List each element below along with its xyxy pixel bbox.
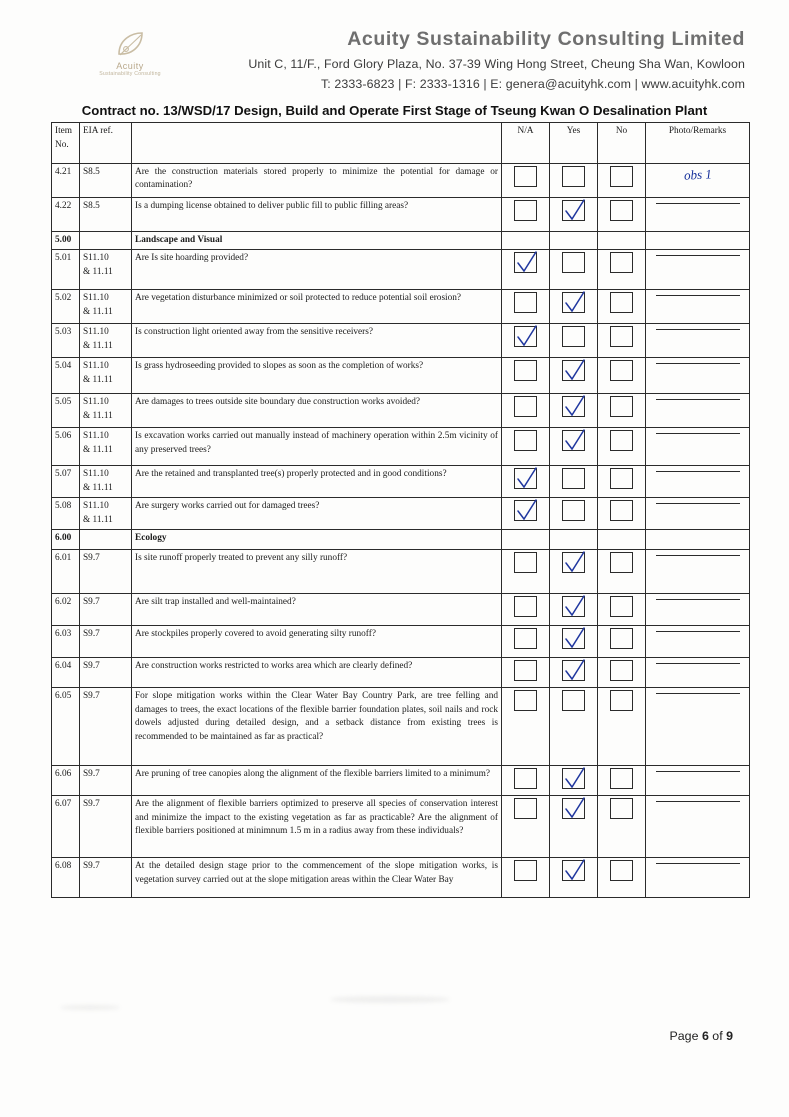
row-description: Are silt trap installed and well-maintained? [132, 594, 502, 626]
checkbox[interactable] [610, 430, 633, 451]
row-no-cell [598, 530, 646, 550]
table-row [52, 324, 750, 358]
row-yes-cell[interactable] [550, 626, 598, 658]
row-remark-cell[interactable] [646, 688, 750, 766]
row-remark-cell[interactable] [646, 358, 750, 394]
header-na: N/A [502, 123, 550, 164]
row-remark-cell[interactable] [646, 250, 750, 290]
row-na-cell[interactable] [502, 250, 550, 290]
footer-page-number: 6 [701, 1029, 709, 1043]
row-na-cell[interactable] [502, 466, 550, 498]
remark-line [656, 328, 740, 330]
checkbox[interactable] [562, 166, 585, 187]
row-no-cell[interactable] [598, 796, 646, 858]
checkbox[interactable] [514, 396, 537, 417]
header-remarks: Photo/Remarks [646, 123, 750, 164]
row-eia-ref: S8.5 [80, 164, 132, 198]
table-row [52, 198, 750, 232]
row-yes-cell[interactable] [550, 766, 598, 796]
row-na-cell[interactable] [502, 688, 550, 766]
row-na-cell[interactable] [502, 428, 550, 466]
remark-line [656, 254, 740, 256]
row-yes-cell[interactable] [550, 198, 598, 232]
row-yes-cell[interactable] [550, 550, 598, 594]
row-na-cell[interactable] [502, 766, 550, 796]
row-na-cell[interactable] [502, 626, 550, 658]
row-description: Is grass hydroseeding provided to slopes as soon as the completion of works? [132, 358, 502, 394]
page-footer [0, 1029, 789, 1043]
leaf-icon [113, 30, 147, 60]
check-mark-icon [565, 860, 585, 882]
row-no-cell[interactable] [598, 688, 646, 766]
checkbox[interactable] [514, 360, 537, 381]
check-mark-icon [565, 798, 585, 820]
checkbox[interactable] [610, 860, 633, 881]
row-eia-ref: S11.10 & 11.11 [80, 498, 132, 530]
row-eia-ref: S9.7 [80, 688, 132, 766]
checkbox[interactable] [610, 798, 633, 819]
row-item-number: 6.06 [52, 766, 80, 796]
row-no-cell[interactable] [598, 394, 646, 428]
checkbox[interactable] [562, 252, 585, 273]
checkbox[interactable] [610, 326, 633, 347]
row-item-number: 5.05 [52, 394, 80, 428]
table-header-row [52, 123, 750, 164]
row-yes-cell[interactable] [550, 290, 598, 324]
row-no-cell[interactable] [598, 164, 646, 198]
check-mark-icon [565, 396, 585, 418]
checkbox[interactable] [514, 166, 537, 187]
check-mark-icon [565, 768, 585, 790]
row-yes-cell[interactable] [550, 688, 598, 766]
checkbox[interactable] [514, 430, 537, 451]
row-no-cell[interactable] [598, 658, 646, 688]
table-row [52, 688, 750, 766]
row-no-cell[interactable] [598, 324, 646, 358]
checkbox[interactable] [562, 360, 585, 381]
row-na-cell[interactable] [502, 358, 550, 394]
checkbox[interactable] [610, 552, 633, 573]
row-no-cell[interactable] [598, 550, 646, 594]
row-no-cell [598, 232, 646, 250]
checkbox[interactable] [514, 292, 537, 313]
scan-artifact [60, 1005, 120, 1010]
remark-line [656, 692, 740, 694]
row-description: At the detailed design stage prior to the commencement of the slope mitigation works, is vegetation survey carried out at the slope mitigation areas within the Clear Water Bay [132, 858, 502, 898]
row-remark-cell[interactable] [646, 626, 750, 658]
company-address: Unit C, 11/F., Ford Glory Plaza, No. 37-39 Wing Hong Street, Cheung Sha Wan, Kowloon [248, 57, 745, 71]
checkbox[interactable] [610, 360, 633, 381]
row-description: Are the retained and transplanted tree(s) properly protected and in good conditions? [132, 466, 502, 498]
footer-of-label: of [712, 1029, 723, 1043]
remark-line [656, 630, 740, 632]
check-mark-icon [517, 468, 537, 490]
row-description: Are pruning of tree canopies along the alignment of the flexible barriers limited to a minimum? [132, 766, 502, 796]
checkbox[interactable] [514, 798, 537, 819]
table-row [52, 466, 750, 498]
row-item-number: 4.22 [52, 198, 80, 232]
row-eia-ref: S8.5 [80, 198, 132, 232]
checkbox[interactable] [514, 552, 537, 573]
check-mark-icon [517, 326, 537, 348]
row-description: Is construction light oriented away from the sensitive receivers? [132, 324, 502, 358]
header-eia: EIA ref. [80, 123, 132, 164]
row-na-cell[interactable] [502, 796, 550, 858]
row-na-cell[interactable] [502, 290, 550, 324]
checkbox[interactable] [610, 628, 633, 649]
row-yes-cell[interactable] [550, 164, 598, 198]
row-na-cell[interactable] [502, 394, 550, 428]
row-eia-ref: S9.7 [80, 858, 132, 898]
row-eia-ref: S11.10 & 11.11 [80, 358, 132, 394]
row-description: Landscape and Visual [132, 232, 502, 250]
row-eia-ref: S9.7 [80, 766, 132, 796]
row-description: Are stockpiles properly covered to avoid generating silty runoff? [132, 626, 502, 658]
row-eia-ref [80, 232, 132, 250]
checkbox[interactable] [610, 252, 633, 273]
header-description [132, 123, 502, 164]
checkbox[interactable] [562, 660, 585, 681]
row-yes-cell[interactable] [550, 498, 598, 530]
row-na-cell[interactable] [502, 550, 550, 594]
row-description: Are the alignment of flexible barriers optimized to preserve all species of conservation interest and minimize the impact to the existing vegetation as far as practicable? Are the alignment of flexible barriers positioned at minimnum 1.5 m in a radius away from these individuals? [132, 796, 502, 858]
checkbox[interactable] [562, 798, 585, 819]
checkbox[interactable] [562, 596, 585, 617]
row-remark-cell[interactable] [646, 766, 750, 796]
row-remark-cell[interactable] [646, 428, 750, 466]
row-item-number: 6.07 [52, 796, 80, 858]
checkbox[interactable] [562, 500, 585, 521]
row-yes-cell[interactable] [550, 658, 598, 688]
checkbox[interactable] [610, 660, 633, 681]
check-mark-icon [565, 200, 585, 222]
row-remark-cell[interactable] [646, 164, 750, 198]
row-yes-cell[interactable] [550, 796, 598, 858]
row-description: Is excavation works carried out manually instead of machinery operation within 2.5m vicinity of any preserved trees? [132, 428, 502, 466]
row-remark-cell[interactable] [646, 466, 750, 498]
remark-line [656, 432, 740, 434]
row-eia-ref: S11.10 & 11.11 [80, 324, 132, 358]
header-no: No [598, 123, 646, 164]
row-no-cell[interactable] [598, 250, 646, 290]
remark-line [656, 362, 740, 364]
row-no-cell[interactable] [598, 626, 646, 658]
row-item-number: 5.03 [52, 324, 80, 358]
scan-artifact [330, 996, 450, 1003]
row-na-cell[interactable] [502, 498, 550, 530]
row-yes-cell[interactable] [550, 394, 598, 428]
row-na-cell[interactable] [502, 198, 550, 232]
row-eia-ref: S9.7 [80, 550, 132, 594]
checkbox[interactable] [610, 166, 633, 187]
letterhead [52, 28, 745, 96]
checkbox[interactable] [610, 596, 633, 617]
row-eia-ref: S11.10 & 11.11 [80, 250, 132, 290]
checkbox[interactable] [514, 596, 537, 617]
row-item-number: 5.00 [52, 232, 80, 250]
row-item-number: 5.08 [52, 498, 80, 530]
remark-line [656, 502, 740, 504]
checkbox[interactable] [514, 690, 537, 711]
row-remark-cell[interactable] [646, 858, 750, 898]
header-yes: Yes [550, 123, 598, 164]
table-row [52, 290, 750, 324]
row-item-number: 6.08 [52, 858, 80, 898]
checkbox[interactable] [562, 200, 585, 221]
row-no-cell[interactable] [598, 858, 646, 898]
row-na-cell[interactable] [502, 324, 550, 358]
row-eia-ref: S11.10 & 11.11 [80, 290, 132, 324]
row-yes-cell[interactable] [550, 858, 598, 898]
row-no-cell[interactable] [598, 198, 646, 232]
section-row [52, 232, 750, 250]
row-eia-ref: S11.10 & 11.11 [80, 428, 132, 466]
row-description: Are surgery works carried out for damaged trees? [132, 498, 502, 530]
row-remark-cell [646, 232, 750, 250]
row-no-cell[interactable] [598, 594, 646, 626]
row-yes-cell[interactable] [550, 324, 598, 358]
checkbox[interactable] [562, 690, 585, 711]
row-description: Are construction works restricted to works area which are clearly defined? [132, 658, 502, 688]
row-eia-ref: S9.7 [80, 594, 132, 626]
row-remark-cell[interactable] [646, 796, 750, 858]
checkbox[interactable] [610, 468, 633, 489]
row-eia-ref: S9.7 [80, 796, 132, 858]
table-row [52, 250, 750, 290]
row-remark-cell[interactable] [646, 550, 750, 594]
row-yes-cell [550, 530, 598, 550]
row-description: Is a dumping license obtained to deliver public fill to public filling areas? [132, 198, 502, 232]
checkbox[interactable] [562, 628, 585, 649]
row-yes-cell[interactable] [550, 594, 598, 626]
footer-total-pages: 9 [726, 1029, 733, 1043]
row-description: Ecology [132, 530, 502, 550]
table-row [52, 428, 750, 466]
table-row [52, 358, 750, 394]
row-item-number: 5.01 [52, 250, 80, 290]
checkbox[interactable] [514, 660, 537, 681]
row-na-cell[interactable] [502, 594, 550, 626]
company-contact: T: 2333-6823 | F: 2333-1316 | E: genera@acuityhk.com | www.acuityhk.com [321, 77, 745, 91]
check-mark-icon [517, 500, 537, 522]
row-eia-ref [80, 530, 132, 550]
remark-line [656, 598, 740, 600]
remark-line [656, 398, 740, 400]
row-description: Are the construction materials stored properly to minimize the potential for damage or contamination? [132, 164, 502, 198]
remark-line [656, 770, 740, 772]
check-mark-icon [565, 596, 585, 618]
row-item-number: 4.21 [52, 164, 80, 198]
row-item-number: 6.02 [52, 594, 80, 626]
table-row [52, 796, 750, 858]
row-item-number: 5.04 [52, 358, 80, 394]
check-mark-icon [565, 628, 585, 650]
row-no-cell[interactable] [598, 766, 646, 796]
row-no-cell[interactable] [598, 466, 646, 498]
check-mark-icon [565, 360, 585, 382]
row-no-cell[interactable] [598, 498, 646, 530]
checkbox[interactable] [562, 768, 585, 789]
checkbox[interactable] [514, 468, 537, 489]
checkbox[interactable] [514, 768, 537, 789]
remark-line [656, 294, 740, 296]
company-name: Acuity Sustainability Consulting Limited [347, 28, 745, 50]
row-eia-ref: S9.7 [80, 626, 132, 658]
row-no-cell[interactable] [598, 290, 646, 324]
checkbox[interactable] [562, 468, 585, 489]
remark-line [656, 202, 740, 204]
company-logo [98, 30, 162, 92]
header-item: Item No. [52, 123, 80, 164]
row-item-number: 6.01 [52, 550, 80, 594]
check-mark-icon [565, 660, 585, 682]
section-row [52, 530, 750, 550]
checkbox[interactable] [610, 200, 633, 221]
row-remark-cell[interactable] [646, 394, 750, 428]
row-item-number: 5.02 [52, 290, 80, 324]
row-description: Are Is site hoarding provided? [132, 250, 502, 290]
row-remark-cell[interactable] [646, 658, 750, 688]
table-row [52, 394, 750, 428]
row-yes-cell[interactable] [550, 250, 598, 290]
row-eia-ref: S11.10 & 11.11 [80, 466, 132, 498]
table-row [52, 550, 750, 594]
logo-subtitle: Sustainability Consulting [99, 71, 161, 77]
checkbox[interactable] [514, 860, 537, 881]
footer-page-label: Page [669, 1029, 699, 1043]
checkbox[interactable] [514, 326, 537, 347]
row-eia-ref: S11.10 & 11.11 [80, 394, 132, 428]
row-remark-cell[interactable] [646, 290, 750, 324]
checkbox[interactable] [514, 500, 537, 521]
row-remark-cell[interactable] [646, 594, 750, 626]
check-mark-icon [565, 552, 585, 574]
row-item-number: 5.06 [52, 428, 80, 466]
checkbox[interactable] [562, 860, 585, 881]
row-yes-cell [550, 232, 598, 250]
remark-line [656, 662, 740, 664]
checkbox[interactable] [562, 396, 585, 417]
row-item-number: 6.05 [52, 688, 80, 766]
checkbox[interactable] [562, 430, 585, 451]
row-no-cell[interactable] [598, 358, 646, 394]
checkbox[interactable] [562, 326, 585, 347]
row-remark-cell[interactable] [646, 324, 750, 358]
table-row [52, 658, 750, 688]
row-remark-cell[interactable] [646, 198, 750, 232]
remark-line [656, 800, 740, 802]
row-na-cell[interactable] [502, 658, 550, 688]
contract-title: Contract no. 13/WSD/17 Design, Build and Operate First Stage of Tseung Kwan O Desalination Plant [81, 103, 708, 118]
row-description: Is site runoff properly treated to prevent any silly runoff? [132, 550, 502, 594]
row-item-number: 6.03 [52, 626, 80, 658]
row-description: Are vegetation disturbance minimized or soil protected to reduce potential soil erosion? [132, 290, 502, 324]
remark-line [656, 862, 740, 864]
table-row [52, 858, 750, 898]
row-yes-cell[interactable] [550, 358, 598, 394]
row-item-number: 6.00 [52, 530, 80, 550]
row-yes-cell[interactable] [550, 466, 598, 498]
row-remark-cell [646, 530, 750, 550]
check-mark-icon [565, 430, 585, 452]
checkbox[interactable] [562, 552, 585, 573]
row-no-cell[interactable] [598, 428, 646, 466]
checkbox[interactable] [610, 690, 633, 711]
checkbox[interactable] [514, 252, 537, 273]
table-row [52, 626, 750, 658]
checkbox[interactable] [514, 628, 537, 649]
table-row [52, 164, 750, 198]
row-remark-cell[interactable] [646, 498, 750, 530]
row-na-cell [502, 530, 550, 550]
remark-line [656, 470, 740, 472]
checkbox[interactable] [610, 292, 633, 313]
inspection-checklist-table [51, 122, 750, 898]
row-description: For slope mitigation works within the Clear Water Bay Country Park, are tree felling and damages to trees, the exact locations of the flexible barrier foundation plates, soil nails and rock dowels adjusted during detailed design, and a setback distance from existing trees is recommended to be maintained as far as practical? [132, 688, 502, 766]
checkbox[interactable] [514, 200, 537, 221]
row-item-number: 6.04 [52, 658, 80, 688]
row-eia-ref: S9.7 [80, 658, 132, 688]
company-info [185, 28, 745, 91]
row-na-cell[interactable] [502, 164, 550, 198]
table-row [52, 498, 750, 530]
row-na-cell [502, 232, 550, 250]
row-description: Are damages to trees outside site boundary due construction works avoided? [132, 394, 502, 428]
row-yes-cell[interactable] [550, 428, 598, 466]
check-mark-icon [565, 292, 585, 314]
table-row [52, 766, 750, 796]
remark-line [656, 554, 740, 556]
logo-name: Acuity [116, 61, 144, 71]
checkbox[interactable] [610, 500, 633, 521]
check-mark-icon [517, 252, 537, 274]
checkbox[interactable] [610, 768, 633, 789]
table-row [52, 594, 750, 626]
handwritten-remark: obs 1 [683, 166, 712, 183]
row-item-number: 5.07 [52, 466, 80, 498]
row-na-cell[interactable] [502, 858, 550, 898]
checkbox[interactable] [610, 396, 633, 417]
checkbox[interactable] [562, 292, 585, 313]
